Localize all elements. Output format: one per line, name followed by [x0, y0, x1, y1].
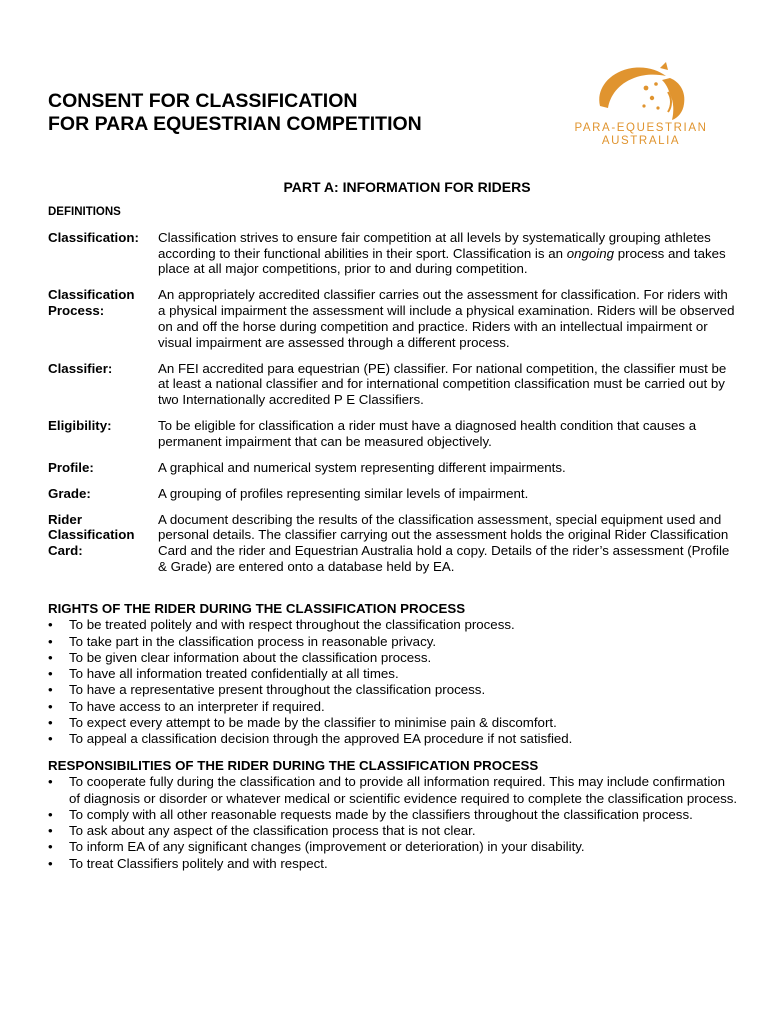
bullet: •	[48, 698, 53, 714]
list-item-text: To be given clear information about the classification process.	[69, 649, 432, 665]
definition-description: A graphical and numerical system representing different impairments.	[158, 459, 566, 475]
list-item-text: To ask about any aspect of the classification process that is not clear.	[69, 823, 476, 839]
list-item	[48, 774, 738, 807]
list-item-text: To have a representative present throughout the classification process.	[69, 682, 486, 698]
part-a-heading-text: PART A: INFORMATION FOR RIDERS	[283, 179, 531, 195]
definition-text: process and takes place at all major competitions, prior to and during competition.	[158, 245, 726, 277]
part-a-heading	[0, 179, 770, 195]
definition-row	[48, 512, 738, 575]
definition-row	[48, 230, 738, 277]
list-item	[48, 634, 738, 650]
definition-description: A grouping of profiles representing similar levels of impairment.	[158, 485, 529, 501]
title-line-1: CONSENT FOR CLASSIFICATION	[48, 90, 358, 112]
list-item-text: To cooperate fully during the classification and to provide all information required. This may include confirmation of diagnosis or disorder or whatever medical or scientific evidence required to complete the classification process.	[69, 774, 738, 806]
bullet: •	[48, 649, 53, 665]
bullet: •	[48, 774, 53, 790]
bullet: •	[48, 715, 53, 731]
definition-text: Classification strives to ensure fair competition at all levels by systematically grouping athletes according to their functional abilities in their sport. Classification is an	[158, 230, 711, 261]
responsibilities-section	[48, 758, 738, 872]
definition-term: Profile:	[48, 459, 94, 475]
list-item-text: To be treated politely and with respect throughout the classification process.	[69, 617, 515, 633]
definition-emphasis: ongoing	[566, 245, 615, 261]
definitions-label: DEFINITIONS	[48, 206, 121, 218]
responsibilities-heading: RESPONSIBILITIES OF THE RIDER DURING THE CLASSIFICATION PROCESS	[48, 758, 539, 773]
definition-description: To be eligible for classification a rider must have a diagnosed health condition that causes a permanent impairment that can be measured objectively.	[158, 417, 697, 449]
title-line-2: FOR PARA EQUESTRIAN COMPETITION	[48, 113, 422, 135]
definition-term: Classification:	[48, 230, 139, 245]
definition-description: An FEI accredited para equestrian (PE) classifier. For national competition, the classifier must be at least a national classifier and for international competition classification must be carried out by two Internationally accredited P E Classifiers.	[158, 360, 727, 407]
list-item	[48, 650, 738, 666]
bullet: •	[48, 806, 53, 822]
bullet: •	[48, 855, 53, 871]
list-item-text: To take part in the classification process in reasonable privacy.	[69, 633, 437, 649]
list-item-text: To appeal a classification decision through the approved EA procedure if not satisfied.	[69, 731, 573, 747]
bullet: •	[48, 666, 53, 682]
definition-row	[48, 460, 738, 476]
horse-head-logo-icon	[586, 62, 696, 122]
definition-term: Rider Classification Card:	[48, 511, 135, 559]
bullet: •	[48, 839, 53, 855]
bullet: •	[48, 617, 53, 633]
list-item	[48, 823, 738, 839]
definition-term: Grade:	[48, 485, 91, 501]
list-item-text: To have all information treated confidentially at all times.	[69, 666, 399, 682]
bullet: •	[48, 633, 53, 649]
definition-term: Classifier:	[48, 360, 113, 376]
rights-section	[48, 601, 738, 748]
list-item	[48, 856, 738, 872]
list-item	[48, 731, 738, 747]
definitions-list	[48, 230, 738, 585]
list-item	[48, 666, 738, 682]
logo-text-line-1: PARA-EQUESTRIAN	[574, 122, 708, 134]
definition-description	[158, 230, 738, 277]
list-item	[48, 699, 738, 715]
list-item	[48, 715, 738, 731]
definition-term: Eligibility:	[48, 417, 112, 433]
logo-text-line-2: AUSTRALIA	[601, 135, 681, 147]
definition-row	[48, 361, 738, 408]
definition-term: Classification Process:	[48, 287, 135, 319]
list-item-text: To expect every attempt to be made by the classifier to minimise pain & discomfort.	[69, 715, 557, 731]
definition-description: A document describing the results of the classification assessment, special equipment used and personal details. The classifier carrying out the assessment holds the original Rider Classification Card and the rider and Equestrian Australia hold a copy. Details of the rider’s assessment (Profile & Grade) are entered onto a database held by EA.	[158, 511, 730, 574]
list-item	[48, 682, 738, 698]
para-equestrian-australia-logo	[560, 62, 720, 154]
bullet: •	[48, 682, 53, 698]
list-item-text: To inform EA of any significant changes (improvement or deterioration) in your disability.	[69, 839, 585, 855]
responsibilities-list	[48, 774, 738, 872]
page-title	[48, 90, 422, 136]
rights-list	[48, 617, 738, 747]
definition-row	[48, 287, 738, 350]
list-item	[48, 839, 738, 855]
bullet: •	[48, 731, 53, 747]
definition-row	[48, 418, 738, 449]
definition-row	[48, 486, 738, 502]
list-item-text: To treat Classifiers politely and with respect.	[69, 855, 328, 871]
list-item-text: To have access to an interpreter if required.	[69, 698, 325, 714]
list-item	[48, 807, 738, 823]
list-item	[48, 617, 738, 633]
definition-description: An appropriately accredited classifier carries out the assessment for classification. For riders with a physical impairment the assessment will include a physical examination. Riders will be observed on and off the horse during competition and practice. Riders with an intellectual impairment or visual impairment are assessed through a different process.	[158, 287, 735, 350]
bullet: •	[48, 823, 53, 839]
rights-heading: RIGHTS OF THE RIDER DURING THE CLASSIFICATION PROCESS	[48, 601, 466, 616]
list-item-text: To comply with all other reasonable requests made by the classifiers throughout the classification process.	[69, 806, 693, 822]
